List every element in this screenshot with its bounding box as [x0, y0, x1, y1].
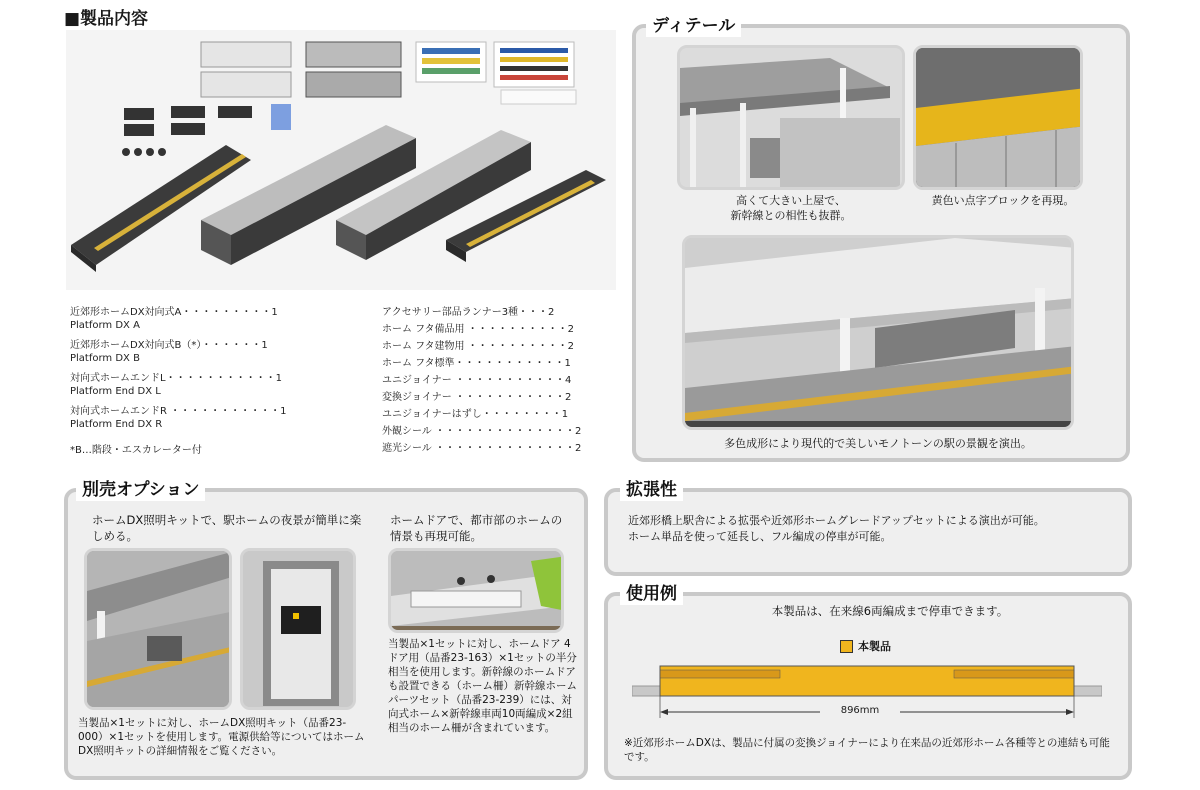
detail-caption-tactile: 黄色い点字ブロックを再現。 — [931, 194, 1075, 207]
list-item: ホーム フタ建物用 ・・・・・・・・・・2 — [382, 341, 575, 352]
options-left-intro: ホームDX照明キットで、駅ホームの夜景が簡単に楽しめる。 — [92, 513, 362, 543]
detail-photo-platform — [682, 235, 1074, 430]
list-item: ホーム フタ備品用 ・・・・・・・・・・2 — [382, 324, 575, 335]
list-item: アクセサリー部品ランナー3種・・・2 — [382, 307, 555, 318]
list-item: Platform End DX R — [70, 419, 163, 430]
list-item: Platform DX B — [70, 353, 140, 364]
option-photo-light-kit — [240, 548, 356, 710]
detail-title: ディテール — [646, 15, 741, 37]
options-right-intro: ホームドアで、都市部のホームの情景も再現可能。 — [390, 513, 563, 543]
option-photo-doors — [388, 548, 564, 633]
list-item: Platform DX A — [70, 320, 140, 331]
list-item: ユニジョイナーはずし・・・・・・・・1 — [382, 409, 569, 420]
options-title: 別売オプション — [76, 479, 205, 501]
expand-title: 拡張性 — [620, 479, 683, 501]
detail-photo-roof — [677, 45, 905, 190]
contents-title: ■製品内容 — [64, 9, 149, 29]
detail-photo-tactile — [913, 45, 1083, 190]
list-item: 遮光シール ・・・・・・・・・・・・・・2 — [382, 443, 582, 454]
legend-swatch — [840, 640, 853, 653]
usage-title: 使用例 — [620, 583, 683, 605]
list-item: Platform End DX L — [70, 386, 161, 397]
options-left-body: 当製品×1セットに対し、ホームDX照明キット（品番23-000）×1セットを使用します。電源供給等についてはホームDX照明キットの詳細情報をご覧ください。 — [78, 717, 365, 757]
options-right-body: 当製品×1セットに対し、ホームドア 4ドア用（品番23-163）×1セットの半分相当を使用します。新幹線のホームドアも設置できる（ホーム柵）新幹線ホームパーツセット（品番23-239）には、対向式ホーム×新幹線車両10両編成×2組相当のホーム柵が含まれています。 — [388, 638, 577, 734]
detail-caption-roof: 高くて大きい上屋で、 新幹線との相性も抜群。 — [730, 194, 852, 222]
list-item: 対向式ホームエンドL・・・・・・・・・・・1 — [70, 373, 282, 384]
contents-photo — [66, 30, 616, 290]
legend-label: 本製品 — [858, 640, 891, 653]
expand-body: 近郊形橋上駅舎による拡張や近郊形ホームグレードアップセットによる演出が可能。 ホーム単品を使って延長し、フル編成の停車が可能。 — [628, 514, 1045, 543]
list-item: 対向式ホームエンドR ・・・・・・・・・・・1 — [70, 406, 287, 417]
product-parts-illustration — [66, 30, 616, 290]
usage-note: ※近郊形ホームDXは、製品に付属の変換ジョイナーにより在来品の近郊形ホーム各種等との連結も可能です。 — [624, 737, 1110, 763]
list-item: 変換ジョイナー ・・・・・・・・・・・2 — [382, 392, 572, 403]
contents-note: *B…階段・エスカレーター付 — [70, 445, 202, 456]
list-item: ホーム フタ標準・・・・・・・・・・・1 — [382, 358, 571, 369]
usage-dimension: 896mm — [820, 705, 900, 716]
usage-legend — [840, 638, 891, 654]
usage-line: 本製品は、在来線6両編成まで停車できます。 — [771, 604, 1009, 618]
option-photo-light — [84, 548, 232, 710]
list-item: 近郊形ホームDX対向式B（*）・・・・・・1 — [70, 340, 268, 351]
list-item: 近郊形ホームDX対向式A・・・・・・・・・1 — [70, 307, 278, 318]
list-item: 外観シール ・・・・・・・・・・・・・・2 — [382, 426, 582, 437]
list-item: ユニジョイナー ・・・・・・・・・・・4 — [382, 375, 572, 386]
detail-caption-platform: 多色成形により現代的で美しいモノトーンの駅の景観を演出。 — [724, 437, 1032, 450]
